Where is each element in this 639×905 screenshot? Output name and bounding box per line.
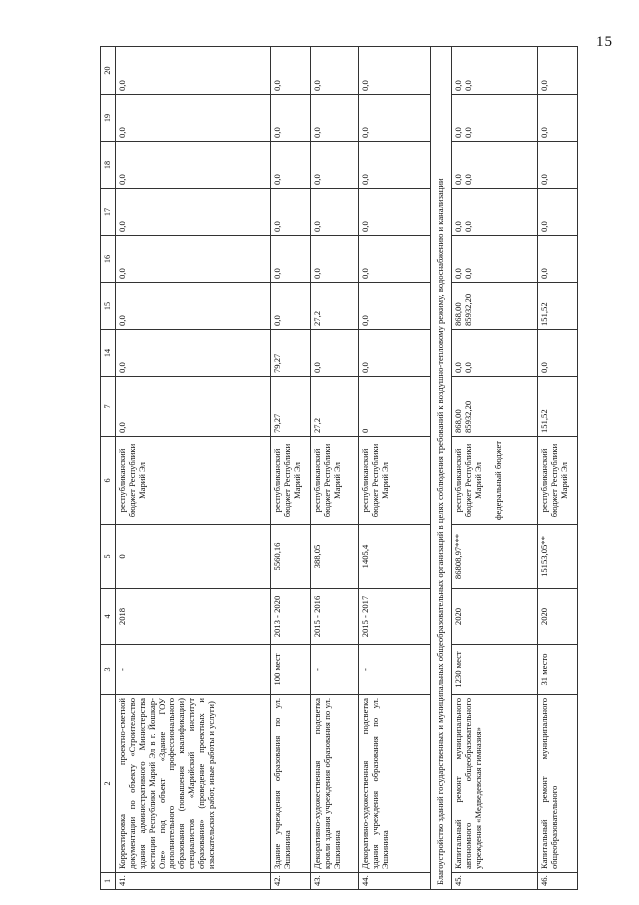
header-cell: 19 [101,95,116,142]
value-regional: 0,0 [452,268,463,279]
funding-source: республиканский бюджет Республики Марий Эл [116,437,271,525]
value-cell: 0,0 [537,189,577,236]
value-cell: 0,0 [359,330,431,377]
period: 2020 [451,589,537,645]
value-cell: 0,0 [311,95,359,142]
table-row [311,47,359,890]
value-federal: 85932,20 [462,400,473,433]
header-cell: 4 [101,589,116,645]
value-cell: 0,0 [311,142,359,189]
value-federal: 0,0 [462,221,473,232]
value-cell: 0,0 [271,95,311,142]
period: 2020 [537,589,577,645]
value-cell: 0,0 [359,189,431,236]
value-cell: 0,0 [116,330,271,377]
period: 2013 - 2020 [271,589,311,645]
table-row [537,47,577,890]
value-cell: 0,0 [271,47,311,95]
value-cell: 0,0 [116,142,271,189]
header-cell: 14 [101,330,116,377]
object-name: Декоративно-художественная подсветка кровли здания учреждения образования по ул. Эшкинина [311,695,359,873]
value-federal: 0,0 [462,362,473,373]
value-federal: 85932,20 [462,293,473,326]
estimated-cost: 0 [116,525,271,589]
table-row [271,47,311,890]
row-index: 44. [359,873,431,890]
value-cell: 0,0 [311,330,359,377]
value-cell: 0,0 [311,236,359,283]
header-row [101,47,116,890]
value-federal: 0,0 [462,174,473,185]
value-cell: 0,0 [537,47,577,95]
value-cell [451,189,537,236]
total-value: 151,52 [537,377,577,437]
value-cell: 0,0 [359,142,431,189]
value-cell: 0,0 [271,283,311,330]
capacity: - [116,645,271,695]
header-cell: 15 [101,283,116,330]
header-cell: 16 [101,236,116,283]
value-federal: 0,0 [462,268,473,279]
value-cell: 0,0 [116,95,271,142]
row-index: 42. [271,873,311,890]
capacity: 100 мест [271,645,311,695]
funding-source-federal: федеральный бюджет [492,440,503,521]
funding-source [451,437,537,525]
header-cell: 5 [101,525,116,589]
header-cell: 7 [101,377,116,437]
value-cell [451,95,537,142]
object-name: Капитальный ремонт муниципального автономного общеобразовательного учреждения «Медведевская гимназия» [451,695,537,873]
value-regional: 0,0 [452,362,463,373]
total-value: 79,27 [271,377,311,437]
value-cell: 79,27 [271,330,311,377]
object-name: Декоративно-художественная подсветка здания учреждения образования по ул. Эшкинина [359,695,431,873]
row-index: 41. [116,873,271,890]
total-value: 0,0 [116,377,271,437]
value-cell: 0,0 [271,189,311,236]
table-row [359,47,431,890]
total-value [451,377,537,437]
funding-source: республиканский бюджет Республики Марий Эл [359,437,431,525]
estimated-cost: 86808,97*** [451,525,537,589]
estimated-cost: 5560,16 [271,525,311,589]
funding-source: республиканский бюджет Республики Марий Эл [271,437,311,525]
object-name: Здание учреждения образования по ул. Эшкинина [271,695,311,873]
section-title: Благоустройство зданий государственных и муниципальных общеобразовательных организаций в целях соблюдения требований к воздушно-тепловому режиму, водоснабжению и канализации [431,47,452,890]
object-name: Капитальный ремонт муниципального общеобразовательного [537,695,577,873]
value-cell: 0,0 [359,95,431,142]
value-cell: 0,0 [116,236,271,283]
period: 2018 [116,589,271,645]
value-cell: 0,0 [359,47,431,95]
funding-source-regional: республиканский бюджет Республики Марий Эл [452,443,483,518]
estimated-cost: 15153,05** [537,525,577,589]
object-name: Корректировка проектно-сметной документации по объекту «Строительство здания административного Министерства юстиции Республики Марий Эл в г. Йошкар-Оле» под объект «Здание ГОУ дополнительного профессионального образования (повышения квалификации) специалистов «Марийский институт образования» (проведение проектных и изыскательских работ, иные работы и услуги) [116,695,271,873]
value-cell: 0,0 [537,330,577,377]
budget-table [100,46,578,890]
value-cell [451,47,537,95]
value-cell: 0,0 [271,236,311,283]
header-cell: 2 [101,695,116,873]
header-cell: 17 [101,189,116,236]
estimated-cost: 1405,4 [359,525,431,589]
rotated-table-container [100,47,618,890]
period: 2015 - 2017 [359,589,431,645]
value-regional: 0,0 [452,174,463,185]
row-index: 46. [537,873,577,890]
value-cell: 0,0 [116,283,271,330]
estimated-cost: 388,05 [311,525,359,589]
value-cell: 0,0 [537,236,577,283]
header-cell: 1 [101,873,116,890]
funding-source: республиканский бюджет Республики Марий Эл [311,437,359,525]
header-cell: 20 [101,47,116,95]
value-cell: 27,2 [311,283,359,330]
value-cell [451,236,537,283]
value-regional: 0,0 [452,127,463,138]
total-value: 27,2 [311,377,359,437]
value-cell: 0,0 [359,236,431,283]
value-regional: 0,0 [452,80,463,91]
value-cell: 0,0 [537,95,577,142]
value-cell [451,142,537,189]
value-regional: 868,00 [452,302,463,326]
value-regional: 0,0 [452,221,463,232]
capacity: 1230 мест [451,645,537,695]
value-cell: 0,0 [311,189,359,236]
funding-source: республиканский бюджет Республики Марий Эл [537,437,577,525]
capacity: - [359,645,431,695]
capacity: - [311,645,359,695]
rotated-table [100,47,618,890]
value-federal: 0,0 [462,80,473,91]
value-federal: 0,0 [462,127,473,138]
value-cell [451,330,537,377]
value-cell: 0,0 [359,283,431,330]
value-cell: 0,0 [537,142,577,189]
value-cell: 0,0 [116,189,271,236]
value-cell: 0,0 [271,142,311,189]
header-cell: 6 [101,437,116,525]
page-number: 15 [596,34,613,50]
value-cell: 0,0 [116,47,271,95]
period: 2015 - 2016 [311,589,359,645]
row-index: 45. [451,873,537,890]
capacity: 31 место [537,645,577,695]
row-index: 43. [311,873,359,890]
header-cell: 18 [101,142,116,189]
header-cell: 3 [101,645,116,695]
total-value: 0 [359,377,431,437]
value-regional: 868,00 [452,409,463,433]
value-cell: 151,52 [537,283,577,330]
section-row [431,47,452,890]
value-cell: 0,0 [311,47,359,95]
table-row [116,47,271,890]
table-row [451,47,537,890]
value-cell [451,283,537,330]
